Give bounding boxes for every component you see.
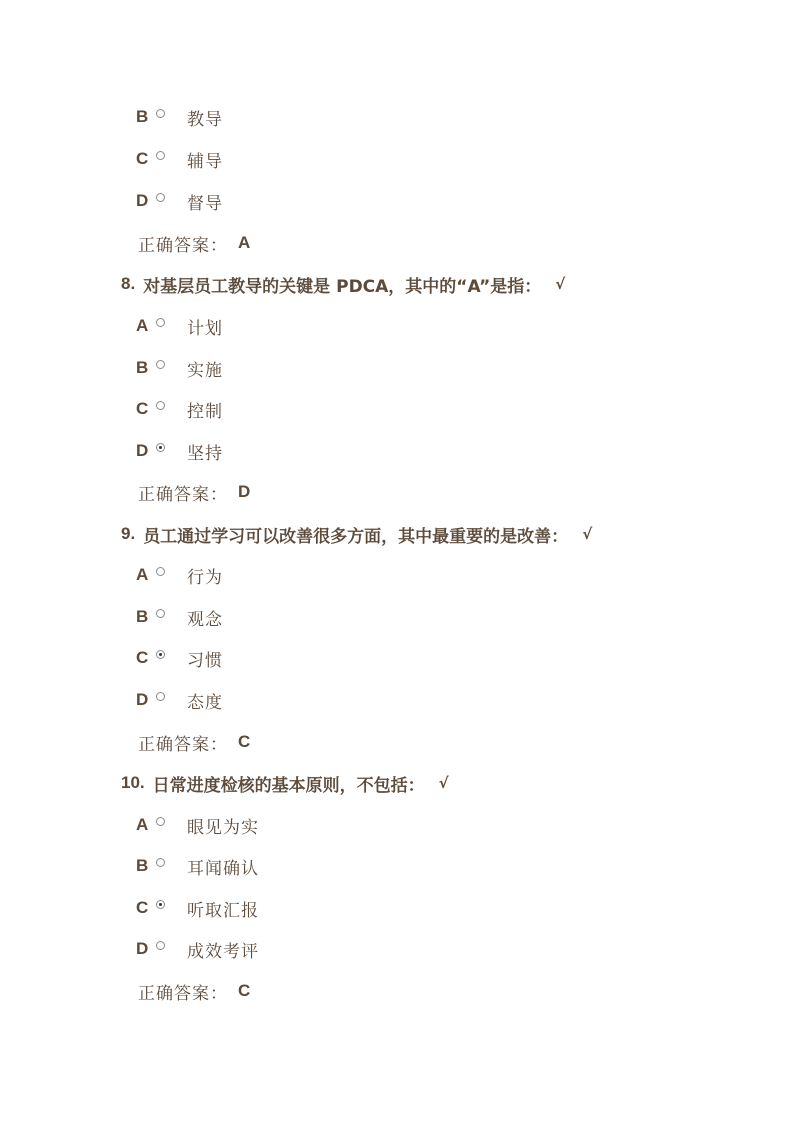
option-row[interactable] [136, 561, 223, 589]
option-text: 观念 [187, 609, 223, 630]
option-text: 辅导 [187, 151, 223, 172]
question-number: 9. [121, 524, 136, 543]
radio-button[interactable] [156, 193, 165, 202]
option-text: 成效考评 [187, 941, 259, 962]
option-letter: C [136, 648, 149, 667]
correct-answer [138, 977, 250, 1005]
option-letter: A [136, 565, 149, 584]
radio-button[interactable] [156, 360, 165, 369]
question-heading [121, 270, 565, 298]
option-text: 习惯 [187, 650, 223, 671]
correct-answer [138, 229, 250, 257]
radio-button[interactable] [156, 817, 165, 826]
radio-button[interactable] [156, 692, 165, 701]
question-text: 日常进度检核的基本原则，不包括： [152, 775, 425, 796]
option-letter: B [136, 607, 149, 626]
option-letter: C [136, 399, 149, 418]
answer-label: 正确答案： [138, 484, 228, 505]
option-row[interactable] [136, 145, 223, 173]
radio-button[interactable] [156, 609, 165, 618]
radio-button[interactable] [156, 941, 165, 950]
option-text: 眼见为实 [187, 817, 259, 838]
option-row[interactable] [136, 894, 259, 922]
option-text: 行为 [187, 567, 223, 588]
checkmark-icon: √ [582, 525, 593, 543]
option-row[interactable] [136, 852, 259, 880]
answer-label: 正确答案： [138, 983, 228, 1004]
question-text: 员工通过学习可以改善很多方面，其中最重要的是改善： [143, 526, 569, 547]
question-number: 8. [121, 274, 136, 293]
answer-value: D [238, 482, 251, 501]
question-heading [121, 520, 592, 548]
answer-value: C [238, 981, 251, 1000]
option-letter: D [136, 939, 149, 958]
option-letter: A [136, 316, 149, 335]
question-text: 对基层员工教导的关键是 PDCA，其中的“A”是指： [143, 276, 542, 297]
option-row[interactable] [136, 312, 223, 340]
option-text: 态度 [187, 692, 223, 713]
option-letter: B [136, 856, 149, 875]
option-row[interactable] [136, 603, 223, 631]
option-row[interactable] [136, 437, 223, 465]
answer-value: C [238, 732, 251, 751]
option-text: 控制 [187, 401, 223, 422]
option-letter: A [136, 815, 149, 834]
answer-value: A [238, 233, 251, 252]
question-number: 10. [121, 773, 145, 792]
radio-button-selected[interactable] [156, 650, 165, 659]
radio-button[interactable] [156, 109, 165, 118]
option-row[interactable] [136, 187, 223, 215]
option-row[interactable] [136, 935, 259, 963]
option-row[interactable] [136, 686, 223, 714]
option-row[interactable] [136, 644, 223, 672]
option-text: 坚持 [187, 443, 223, 464]
radio-button-selected[interactable] [156, 900, 165, 909]
radio-button-selected[interactable] [156, 443, 165, 452]
option-text: 计划 [187, 318, 223, 339]
option-letter: D [136, 441, 149, 460]
option-text: 实施 [187, 360, 223, 381]
option-row[interactable] [136, 395, 223, 423]
correct-answer [138, 478, 250, 506]
option-letter: C [136, 898, 149, 917]
option-letter: C [136, 149, 149, 168]
option-text: 督导 [187, 193, 223, 214]
option-text: 耳闻确认 [187, 858, 259, 879]
answer-label: 正确答案： [138, 235, 228, 256]
radio-button[interactable] [156, 401, 165, 410]
option-letter: D [136, 690, 149, 709]
option-text: 教导 [187, 109, 223, 130]
checkmark-icon: √ [438, 774, 449, 792]
option-letter: D [136, 191, 149, 210]
radio-button[interactable] [156, 151, 165, 160]
option-row[interactable] [136, 103, 223, 131]
radio-button[interactable] [156, 318, 165, 327]
option-letter: B [136, 358, 149, 377]
correct-answer [138, 728, 250, 756]
option-row[interactable] [136, 354, 223, 382]
radio-button[interactable] [156, 567, 165, 576]
answer-label: 正确答案： [138, 734, 228, 755]
checkmark-icon: √ [555, 275, 566, 293]
option-letter: B [136, 107, 149, 126]
radio-button[interactable] [156, 858, 165, 867]
question-heading [121, 769, 449, 797]
option-text: 听取汇报 [187, 900, 259, 921]
option-row[interactable] [136, 811, 259, 839]
